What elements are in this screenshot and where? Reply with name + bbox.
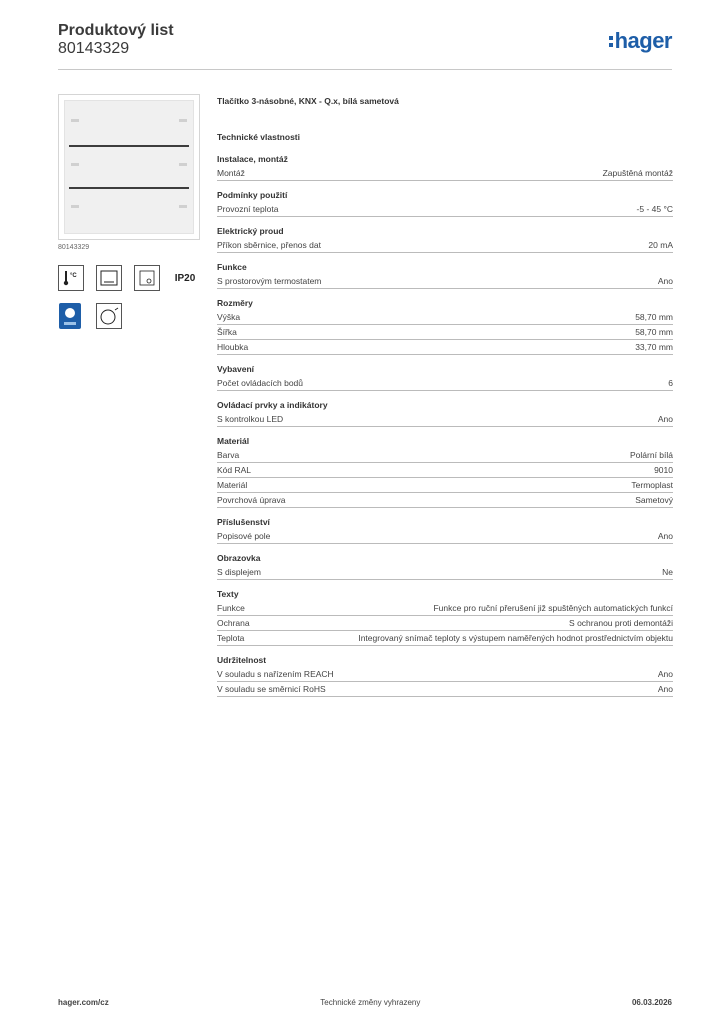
spec-value: 58,70 mm bbox=[635, 311, 673, 322]
spec-key: Výška bbox=[217, 311, 241, 322]
spec-key: Teplota bbox=[217, 632, 245, 643]
spec-key: Provozní teplota bbox=[217, 203, 279, 214]
spec-row bbox=[217, 376, 673, 391]
spec-section bbox=[217, 400, 673, 427]
spec-value: Zapuštěná montáž bbox=[602, 167, 673, 178]
spec-sections bbox=[217, 154, 673, 697]
spec-value: Ano bbox=[657, 530, 673, 541]
page-header bbox=[58, 22, 672, 70]
logo-dots-icon bbox=[609, 36, 613, 47]
product-sidebar bbox=[58, 94, 208, 329]
logo-text: hager bbox=[614, 28, 672, 53]
spec-key: Příkon sběrnice, přenos dat bbox=[217, 239, 321, 250]
spec-value: 6 bbox=[668, 377, 673, 388]
spec-row bbox=[217, 238, 673, 253]
spec-value: 33,70 mm bbox=[635, 341, 673, 352]
spec-row bbox=[217, 601, 673, 616]
section-title: Příslušenství bbox=[217, 517, 270, 527]
spec-key: Hloubka bbox=[217, 341, 249, 352]
spec-section bbox=[217, 517, 673, 544]
spec-value: -5 - 45 °C bbox=[636, 203, 673, 214]
spec-row bbox=[217, 274, 673, 289]
product-details bbox=[217, 96, 673, 697]
image-caption: 80143329 bbox=[58, 244, 90, 251]
spec-row bbox=[217, 616, 673, 631]
spec-row bbox=[217, 463, 673, 478]
switch-face bbox=[64, 100, 194, 234]
spec-row bbox=[217, 493, 673, 508]
section-title: Materiál bbox=[217, 436, 250, 446]
knx-logo-icon bbox=[58, 303, 84, 329]
spec-row bbox=[217, 166, 673, 181]
section-title: Vybavení bbox=[217, 364, 255, 374]
spec-row bbox=[217, 310, 673, 325]
spec-key: Popisové pole bbox=[217, 530, 271, 541]
spec-row bbox=[217, 682, 673, 697]
spec-section bbox=[217, 589, 673, 646]
display-frame-icon bbox=[96, 265, 122, 291]
spec-value: Funkce pro ruční přerušení již spuštěných automatických funkcí bbox=[433, 602, 673, 613]
spec-key: Ochrana bbox=[217, 617, 250, 628]
spec-value: Polární bílá bbox=[630, 449, 673, 460]
spec-value: Ano bbox=[657, 668, 673, 679]
section-title: Obrazovka bbox=[217, 553, 261, 563]
spec-row bbox=[217, 565, 673, 580]
spec-row bbox=[217, 631, 673, 646]
footer-url[interactable]: hager.com/cz bbox=[58, 998, 109, 1007]
sensor-icon bbox=[134, 265, 160, 291]
section-title: Texty bbox=[217, 589, 239, 599]
spec-key: Počet ovládacích bodů bbox=[217, 377, 304, 388]
spec-value: Ano bbox=[657, 413, 673, 424]
spec-row bbox=[217, 412, 673, 427]
spec-value: Termoplast bbox=[631, 479, 673, 490]
spec-key: Kód RAL bbox=[217, 464, 252, 475]
spec-row bbox=[217, 340, 673, 355]
spec-section bbox=[217, 262, 673, 289]
spec-row bbox=[217, 325, 673, 340]
section-title: Elektrický proud bbox=[217, 226, 284, 236]
section-title: Instalace, montáž bbox=[217, 154, 288, 164]
spec-key: Povrchová úprava bbox=[217, 494, 286, 505]
spec-value: Ano bbox=[657, 683, 673, 694]
hager-logo bbox=[609, 28, 672, 54]
spec-key: Šířka bbox=[217, 326, 237, 337]
spec-section bbox=[217, 298, 673, 355]
section-title: Funkce bbox=[217, 262, 247, 272]
spec-section bbox=[217, 553, 673, 580]
product-name: Tlačítko 3-násobné, KNX - Q.x, bílá sametová bbox=[217, 96, 399, 106]
section-title: Ovládací prvky a indikátory bbox=[217, 400, 328, 410]
spec-section bbox=[217, 190, 673, 217]
product-image bbox=[58, 94, 200, 240]
spec-value: Sametový bbox=[635, 494, 673, 505]
spec-value: 58,70 mm bbox=[635, 326, 673, 337]
tech-heading: Technické vlastnosti bbox=[217, 132, 300, 142]
spec-value: 9010 bbox=[654, 464, 673, 475]
spec-section bbox=[217, 226, 673, 253]
page-footer bbox=[58, 998, 672, 1007]
feature-icons bbox=[58, 265, 208, 329]
spec-value: 20 mA bbox=[648, 239, 673, 250]
section-title: Podmínky použití bbox=[217, 190, 288, 200]
spec-value: Integrovaný snímač teploty s výstupem naměřených hodnot prostřednictvím objektu bbox=[358, 632, 673, 643]
temperature-unit: °C bbox=[70, 273, 77, 279]
spec-key: Montáž bbox=[217, 167, 245, 178]
spec-section bbox=[217, 364, 673, 391]
footer-note: Technické změny vyhrazeny bbox=[320, 998, 421, 1007]
spec-key: Barva bbox=[217, 449, 240, 460]
spec-key: S prostorovým termostatem bbox=[217, 275, 322, 286]
spec-key: Funkce bbox=[217, 602, 245, 613]
spec-section bbox=[217, 436, 673, 508]
ip20-icon: IP20 bbox=[174, 272, 196, 284]
section-title: Udržitelnost bbox=[217, 655, 267, 665]
spec-key: S kontrolkou LED bbox=[217, 413, 284, 424]
spec-section bbox=[217, 154, 673, 181]
spec-row bbox=[217, 667, 673, 682]
spec-section bbox=[217, 655, 673, 697]
spec-row bbox=[217, 202, 673, 217]
spec-row bbox=[217, 529, 673, 544]
spec-key: Materiál bbox=[217, 479, 248, 490]
spec-key: S displejem bbox=[217, 566, 261, 577]
section-title: Rozměry bbox=[217, 298, 253, 308]
spec-value: S ochranou proti demontáži bbox=[569, 617, 673, 628]
spec-value: Ano bbox=[657, 275, 673, 286]
led-indicator-icon bbox=[96, 303, 122, 329]
spec-row bbox=[217, 478, 673, 493]
footer-date: 06.03.2026 bbox=[631, 998, 672, 1007]
product-number: 80143329 bbox=[58, 40, 130, 57]
spec-value: Ne bbox=[662, 566, 673, 577]
spec-key: V souladu s nařízením REACH bbox=[217, 668, 334, 679]
temperature-icon bbox=[58, 265, 84, 291]
spec-row bbox=[217, 448, 673, 463]
document-title: Produktový list bbox=[58, 22, 174, 39]
spec-key: V souladu se směrnicí RoHS bbox=[217, 683, 326, 694]
